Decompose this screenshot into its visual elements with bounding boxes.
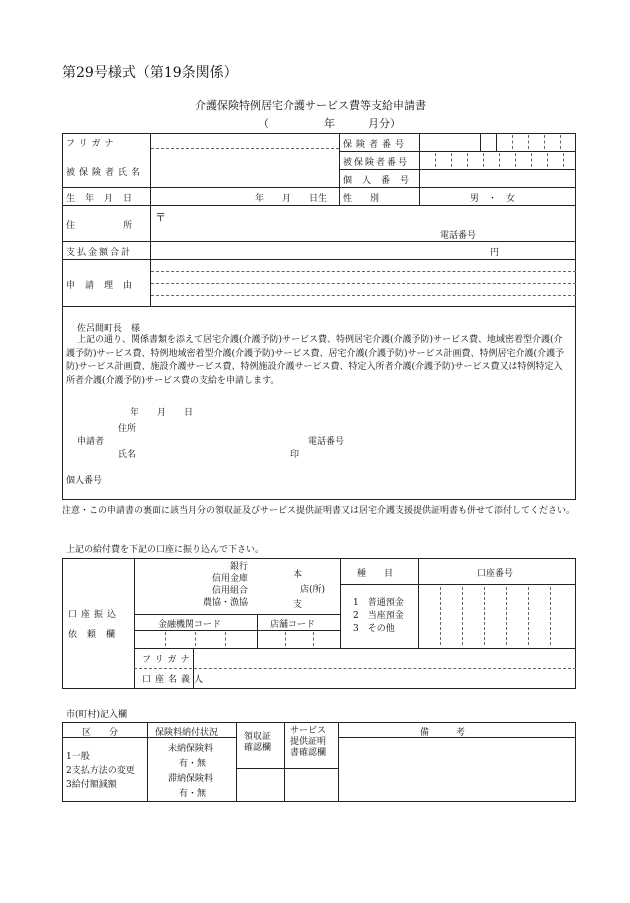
insurer-number-label: 保険者番号 bbox=[343, 140, 409, 150]
col-remarks: 備 考 bbox=[420, 728, 466, 738]
addressee: 佐呂間町長 様 bbox=[77, 324, 141, 334]
birthdate-value: 年 月 日生 bbox=[255, 194, 328, 204]
applicant-phone-label: 電話番号 bbox=[308, 437, 345, 447]
applicant-personal-number-label: 個人番号 bbox=[66, 476, 103, 486]
address-label: 住 所 bbox=[66, 221, 143, 231]
branch-type-sub: 支 bbox=[293, 600, 303, 610]
col-receipt: 領収証 確認欄 bbox=[244, 732, 272, 753]
applicant-address-label: 住所 bbox=[118, 424, 137, 434]
birthdate-label: 生年月日 bbox=[66, 194, 143, 204]
bank-label-line1: 口座振込 bbox=[68, 610, 121, 620]
yen-label: 円 bbox=[490, 248, 500, 258]
branch-type-main: 本 bbox=[293, 570, 303, 580]
form-period: （ 年 月分） bbox=[258, 117, 401, 130]
col-premium: 保険料納付状況 bbox=[155, 728, 219, 738]
account-holder-label: 口座名義人 bbox=[142, 675, 208, 685]
declaration-date: 年 月 日 bbox=[130, 408, 194, 418]
attachment-note: 注意・この申請書の裏面に該当月分の領収証及びサービス提供証明書又は居宅介護支援提供証明書も併せて添付してください。 bbox=[62, 506, 576, 516]
overdue-premium-label: 滞納保険料 bbox=[168, 774, 214, 784]
col-category: 区 分 bbox=[82, 728, 119, 738]
postal-mark: 〒 bbox=[155, 211, 166, 224]
applicant-label: 申請者 bbox=[77, 437, 105, 447]
form-title: 介護保険特例居宅介護サービス費等支給申請書 bbox=[195, 99, 426, 112]
sex-value: 男 ・ 女 bbox=[470, 194, 516, 204]
overdue-premium-value: 有・無 bbox=[179, 789, 207, 799]
form-number: 第29号様式（第19条関係） bbox=[62, 65, 238, 81]
branch-code-label: 店舗コード bbox=[270, 620, 316, 630]
bank-intro: 上記の給付費を下記の口座に振り込んで下さい。 bbox=[66, 545, 265, 555]
phone-label: 電話番号 bbox=[440, 231, 477, 241]
office-section-title: 市(町村)記入欄 bbox=[66, 710, 128, 720]
unpaid-premium-label: 未納保険料 bbox=[168, 744, 214, 754]
branch-type-office: 店(所) bbox=[300, 585, 326, 595]
seal-mark: 印 bbox=[290, 450, 300, 460]
bank-furigana-label: フリガナ bbox=[142, 655, 194, 665]
personal-number-label: 個人番号 bbox=[343, 176, 420, 186]
account-kinds: 1 普通預金 2 当座預金 3 その他 bbox=[353, 598, 404, 634]
category-list: 1一般 2支払方法の変更 3給付額減額 bbox=[66, 752, 135, 790]
unpaid-premium-value: 有・無 bbox=[179, 759, 207, 769]
insured-number-label: 被保険者番号 bbox=[343, 158, 410, 168]
institution-types: 銀行 信用金庫 信用組合 農協・漁協 bbox=[202, 562, 248, 608]
account-number-label: 口座番号 bbox=[477, 569, 514, 579]
insured-name-label: 被保険者氏名 bbox=[66, 168, 145, 178]
furigana-label: フリガナ bbox=[66, 139, 118, 149]
bank-label-line2: 依頼欄 bbox=[68, 630, 126, 640]
sex-label: 性 別 bbox=[343, 194, 380, 204]
col-service: サービス 提供証明 書確認欄 bbox=[290, 726, 327, 758]
total-amount-label: 支払金額合計 bbox=[66, 248, 133, 258]
reason-label: 申請理由 bbox=[66, 281, 143, 291]
applicant-name-label: 氏名 bbox=[118, 450, 137, 460]
institution-code-label: 金融機関コード bbox=[158, 620, 222, 630]
account-kind-label: 種 目 bbox=[357, 569, 394, 579]
declaration-body: 上記の通り、関係書類を添えて居宅介護(介護予防)サービス費、特例居宅介護(介護予防)サービス費、地域密着型介護(介護予防)サービス費、特例地域密着型介護(介護予防)サービス費、居宅介護(介護予防)サービス計画費、特例居宅介護(介護予防)サービス計画費、施設介護サービス費、特例施設介護サービス費、特定入所者介護(介護予防)サービス費又は特例特定入所者介護(介護予防)サービス費の支給を申請します。 bbox=[66, 335, 565, 386]
